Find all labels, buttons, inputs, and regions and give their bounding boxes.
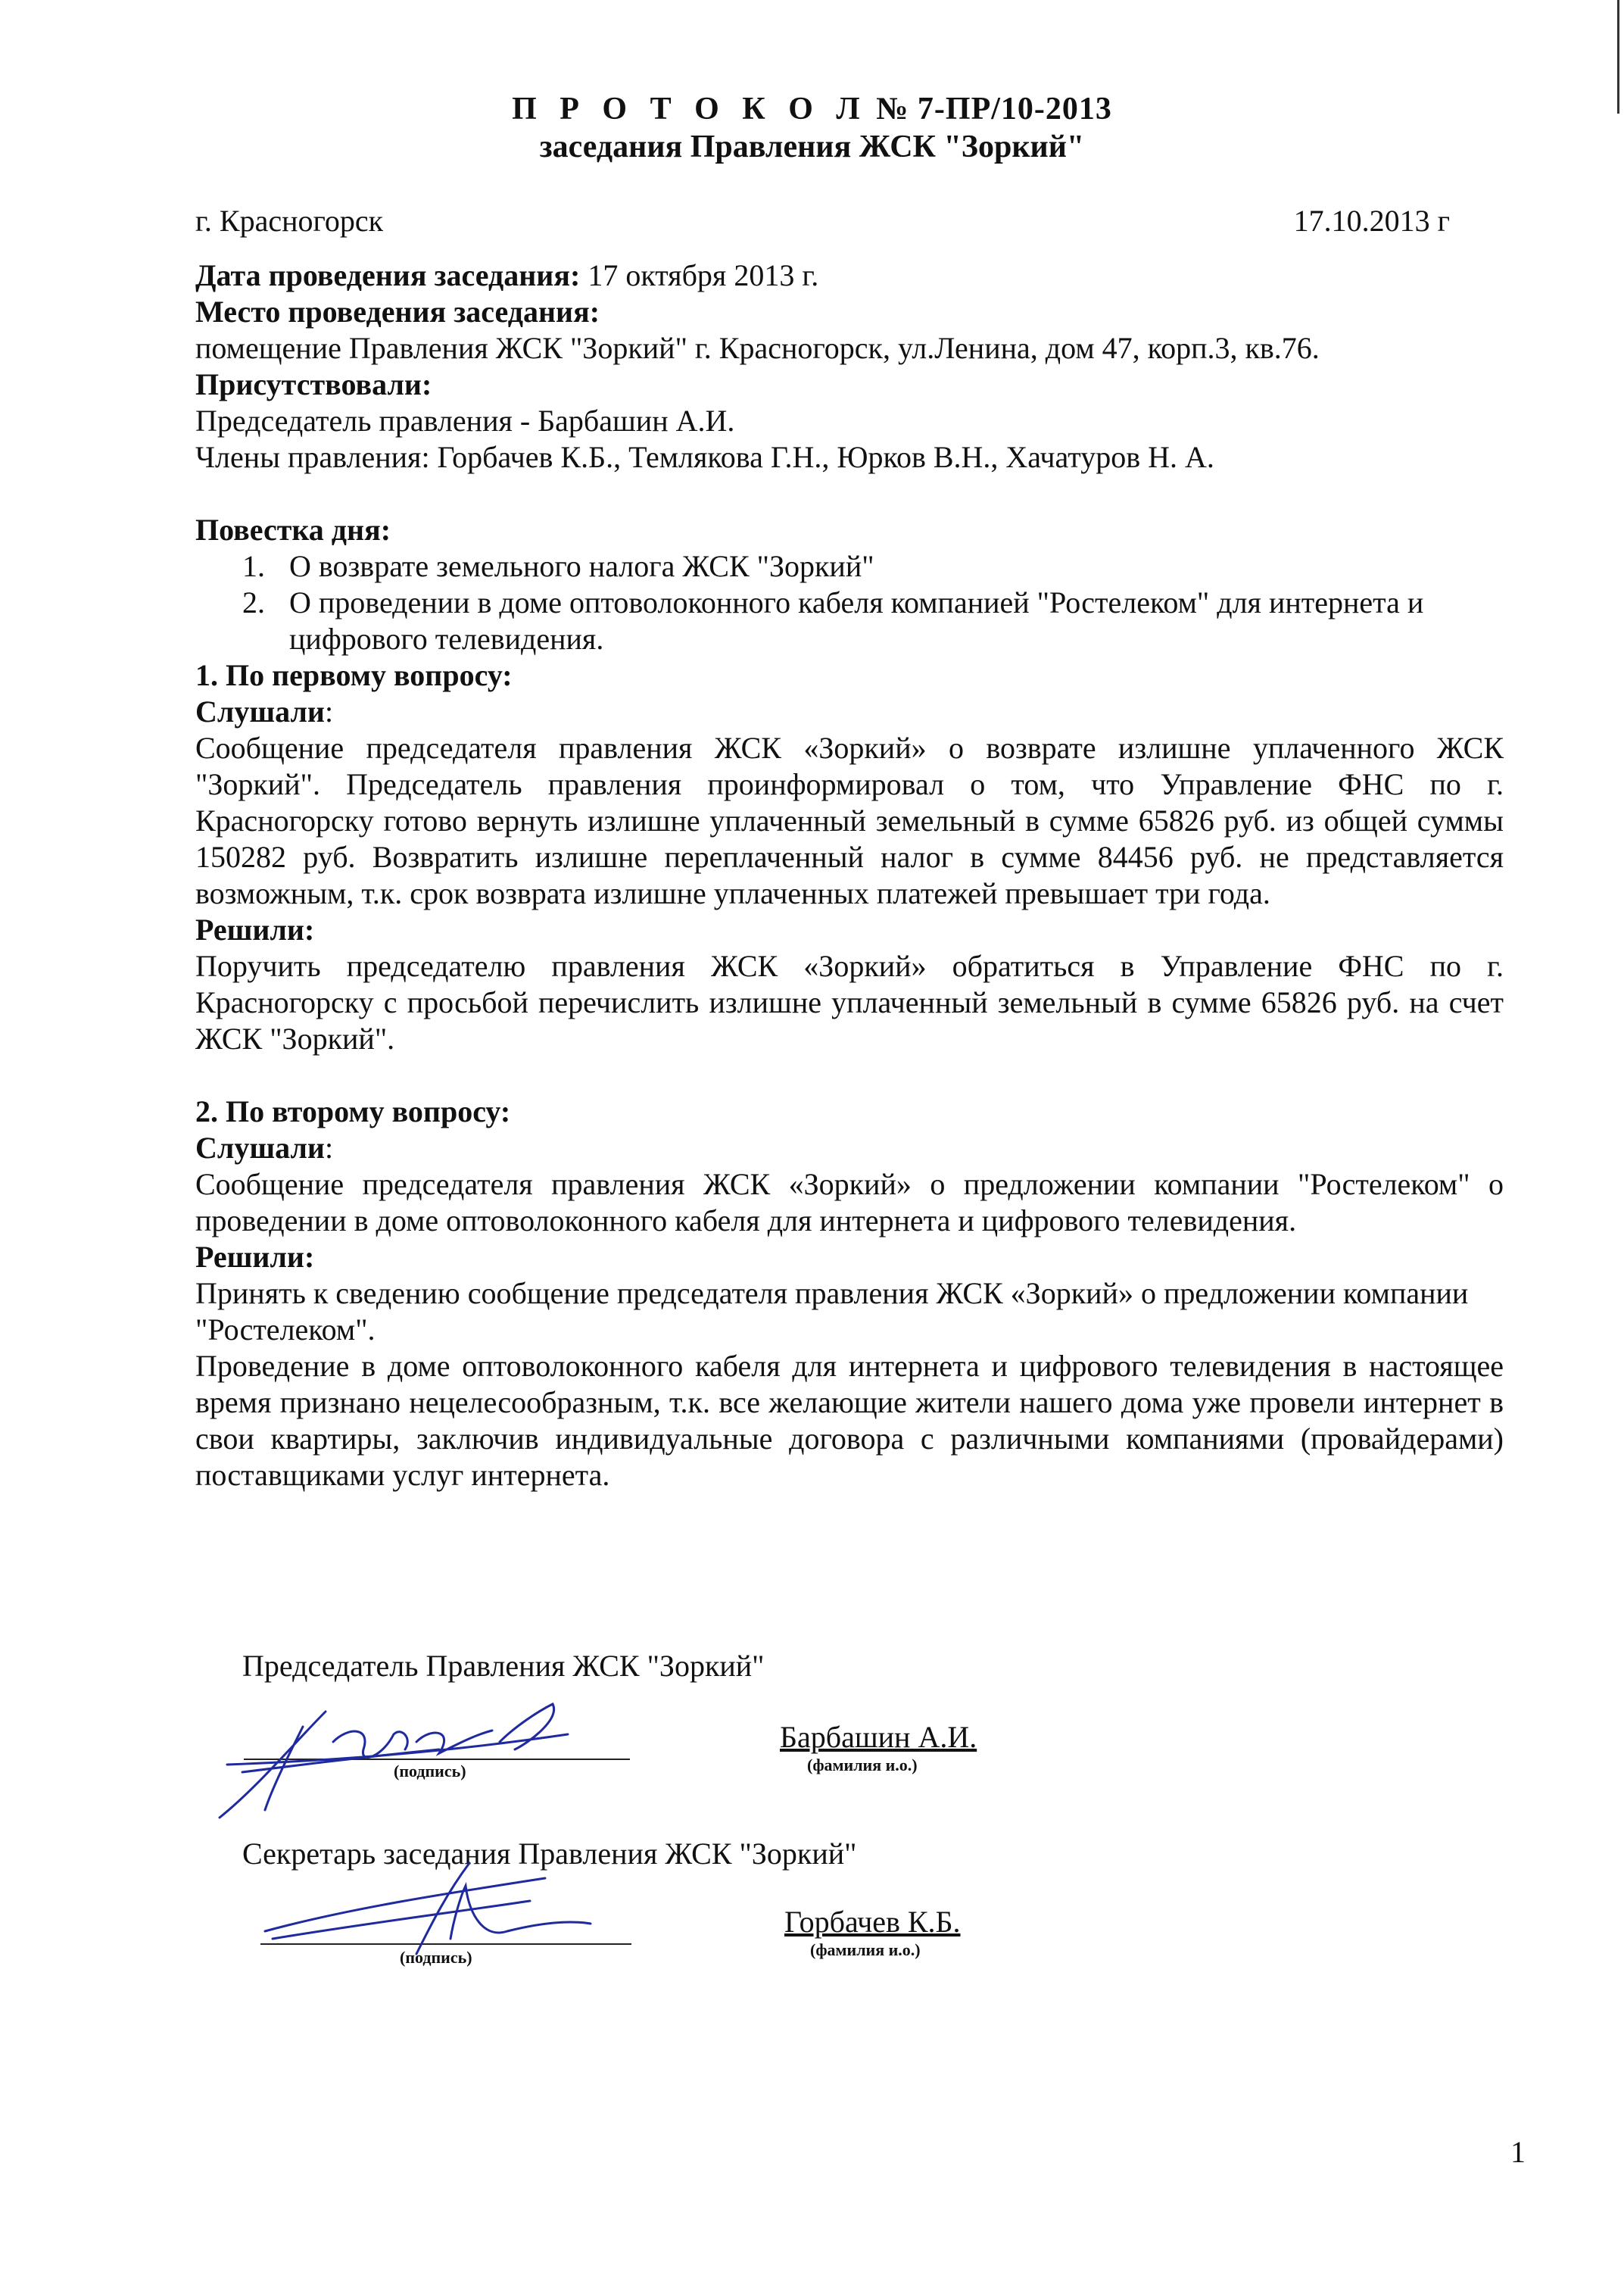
question1-heard-label: Слушали:: [195, 694, 334, 729]
question2-decided-label: Решили:: [195, 1240, 315, 1274]
attendees-label: Присутствовали:: [195, 367, 432, 401]
city: г. Красногорск: [195, 204, 384, 238]
meeting-date-value: 17 октября 2013 г.: [588, 258, 819, 292]
document-date: 17.10.2013 г: [1293, 204, 1450, 238]
attendee-members: Члены правления: Горбачев К.Б., Темлякова Г.Н., Юрков В.Н., Хачатуров Н. А.: [195, 440, 1214, 474]
protocol-number: № 7-ПР/10-2013: [876, 92, 1112, 126]
title-word: П Р О Т О К О Л: [512, 92, 868, 126]
question2-decided-text-2: Проведение в доме оптоволоконного кабеля для интернета и цифрового телевидения в настоящее время признано нецелесообразным, т.к. все желающие жители нашего дома уже провели интернет в свои квартиры, заключив индивидуальные договора с различными компаниями (провайдерами) поставщиками услуг интернета.: [195, 1349, 1504, 1492]
chairman-handwritten-signature: [212, 1696, 575, 1825]
meeting-place-label: Место проведения заседания:: [195, 295, 600, 329]
question1-heading: 1. По первому вопросу:: [195, 658, 513, 692]
protocol-subtitle: заседания Правления ЖСК "Зоркий": [539, 130, 1085, 164]
agenda-item: [242, 585, 1504, 657]
secretary-name-caption: (фамилия и.о.): [810, 1940, 921, 1959]
agenda-list: [195, 548, 1504, 657]
heard-label-text: Слушали: [195, 1131, 325, 1165]
agenda-item-number: 1.: [242, 549, 265, 583]
secretary-title: Секретарь заседания Правления ЖСК "Зоркий": [242, 1837, 857, 1871]
document-body: [195, 257, 1504, 1493]
chairman-name-caption: (фамилия и.о.): [807, 1755, 918, 1774]
question2-heading: 2. По второму вопросу:: [195, 1094, 511, 1128]
chairman-name: Барбашин А.И.: [780, 1720, 977, 1754]
question2-decided-text-1: Принять к сведению сообщение председателя правления ЖСК «Зоркий» о предложении компании "Ростелеком".: [195, 1276, 1469, 1347]
secretary-name: Горбачев К.Б.: [784, 1905, 961, 1939]
meeting-place-value: помещение Правления ЖСК "Зоркий" г. Красногорск, ул.Ленина, дом 47, корп.3, кв.76.: [195, 331, 1320, 365]
agenda-item-text: О проведении в доме оптоволоконного кабеля компанией "Ростелеком" для интернета и цифрового телевидения.: [289, 585, 1424, 656]
page-number: 1: [1510, 2135, 1526, 2169]
agenda-item: [242, 548, 1504, 585]
question2-heard-label: Слушали:: [195, 1131, 334, 1165]
secretary-signature-caption: (подпись): [400, 1948, 472, 1967]
chairman-signature-block: [242, 1648, 765, 1684]
chairman-title: Председатель Правления ЖСК "Зоркий": [242, 1649, 765, 1683]
chairman-signature-caption: (подпись): [394, 1762, 466, 1780]
agenda-item-text: О возврате земельного налога ЖСК "Зоркий": [289, 549, 874, 583]
meeting-date: [195, 257, 1504, 294]
protocol-title: [0, 91, 1624, 127]
heard-label-text: Слушали: [195, 694, 325, 729]
agenda-item-number: 2.: [242, 585, 265, 619]
question2-heard-text: Сообщение председателя правления ЖСК «Зоркий» о предложении компании "Ростелеком" о проведении в доме оптоволоконного кабеля для интернета и цифрового телевидения.: [195, 1167, 1504, 1237]
agenda-label: Повестка дня:: [195, 513, 391, 547]
question1-heard-text: Сообщение председателя правления ЖСК «Зоркий» о возврате излишне уплаченного ЖСК "Зоркий". Председатель правления проинформировал о том, что Управление ФНС по г. Красногорску готово вернуть излишне уплаченный земельный в сумме 65826 руб. из общей суммы 150282 руб. Возвратить излишне переплаченный налог в сумме 84456 руб. не представляется возможным, т.к. срок возврата излишне уплаченных платежей превышает три года.: [195, 731, 1504, 910]
secretary-handwritten-signature: [257, 1848, 621, 1961]
attendee-chairman: Председатель правления - Барбашин А.И.: [195, 404, 735, 438]
question1-decided-text: Поручить председателю правления ЖСК «Зоркий» обратиться в Управление ФНС по г. Красногорску с просьбой перечислить излишне уплаченный земельный в сумме 65826 руб. на счет ЖСК "Зоркий".: [195, 949, 1504, 1056]
question1-decided-label: Решили:: [195, 913, 315, 947]
meeting-date-label: Дата проведения заседания:: [195, 258, 581, 292]
